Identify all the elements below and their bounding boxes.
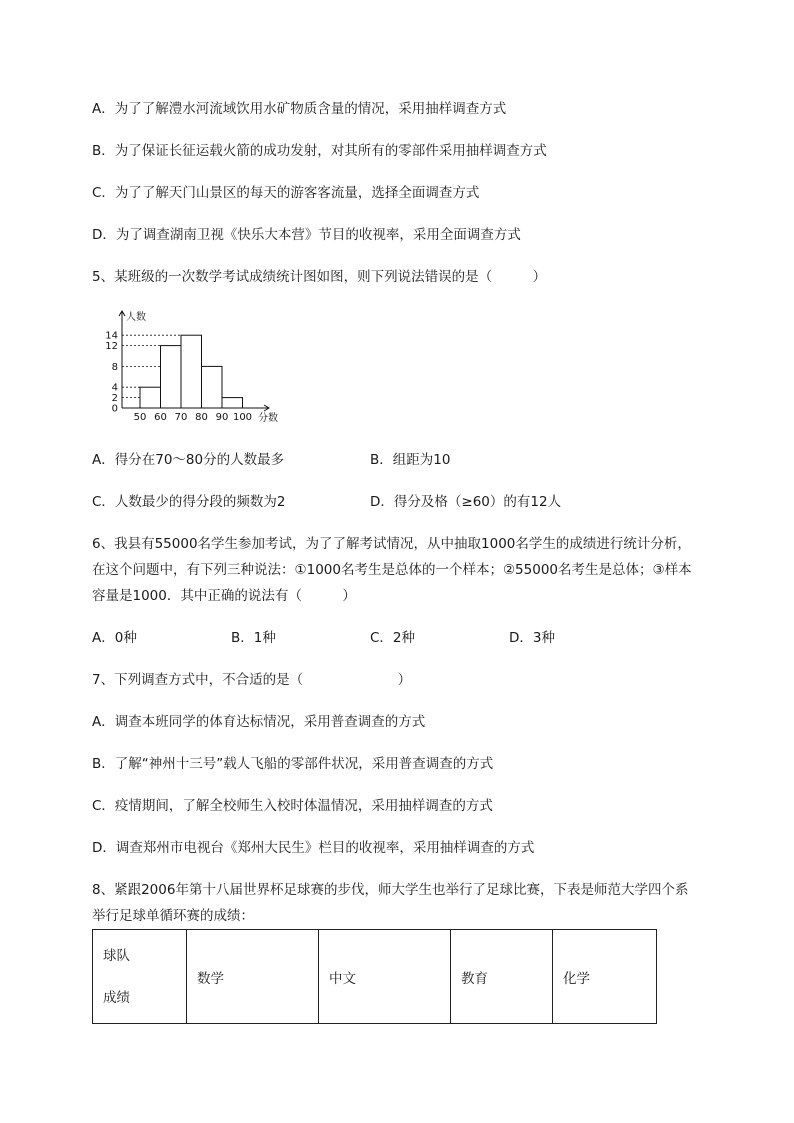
q6-stem-line2: 在这个问题中，有下列三种说法：①1000名考生是总体的一个样本；②55000名考生是总体；③样本 [92,562,692,578]
q6-option-b: B．1种 [231,630,276,646]
q7-option-d: D．调查郑州市电视台《郑州大民生》栏目的收视率，采用抽样调查的方式 [92,840,535,856]
q4-option-c: C．为了了解天门山景区的每天的游客客流量，选择全面调查方式 [92,185,480,201]
y-tick-label: 0 [111,403,118,415]
q8-stem-line1: 8、紧跟2006年第十八届世界杯足球赛的步伐，师大学生也举行了足球比赛，下表是师范大学四个系 [92,882,689,898]
histogram-bar [222,398,243,408]
x-tick-label: 70 [174,412,188,423]
x-tick-label: 100 [232,412,253,423]
q4-option-a: A．为了了解澧水河流域饮用水矿物质含量的情况，采用抽样调查方式 [92,101,507,117]
x-tick-label: 90 [215,412,229,423]
corner-bottom-label: 成绩 [103,989,130,1006]
q6-option-c: C．2种 [370,630,416,646]
table-corner-cell [93,930,187,1024]
y-axis-title: 人数 [126,312,146,323]
y-tick-label: 8 [111,361,118,373]
q7-option-b: B．了解“神州十三号”载人飞船的零部件状况，采用普查调查的方式 [92,756,494,772]
corner-top-label: 球队 [103,947,130,964]
q4-option-d: D．为了调查湖南卫视《快乐大本营》节目的收视率，采用全面调查方式 [92,227,521,243]
q5-option-d: D．得分及格（≥60）的有12人 [370,494,562,510]
histogram-bar [181,335,202,408]
y-tick-label: 14 [105,330,118,342]
q5-option-c: C．人数最少的得分段的频数为2 [92,494,286,510]
q7-option-c: C．疫情期间，了解全校师生入校时体温情况，采用抽样调查的方式 [92,798,493,814]
y-tick-label: 4 [111,382,118,394]
x-axis-title: 分数 [258,413,278,424]
q6-option-a: A．0种 [92,630,137,646]
x-tick-label: 60 [154,412,167,423]
y-tick-label: 12 [105,341,118,353]
histogram-bar [161,346,182,408]
y-tick-label: 2 [111,393,118,405]
results-table [92,929,657,1024]
q5-option-b: B．组距为10 [370,452,451,468]
histogram-bar [202,366,223,408]
x-tick-label: 80 [195,412,208,423]
q5-stem: 5、某班级的一次数学考试成绩统计图如图，则下列说法错误的是（ ） [92,269,547,285]
q7-option-a: A．调查本班同学的体育达标情况，采用普查调查的方式 [92,714,426,730]
table-header-education: 教育 [451,930,553,1024]
table-header-chinese: 中文 [319,930,451,1024]
score-histogram [92,308,292,428]
q4-option-b: B．为了保证长征运载火箭的成功发射，对其所有的零部件采用抽样调查方式 [92,143,547,159]
q6-stem-line1: 6、我县有55000名学生参加考试，为了了解考试情况，从中抽取1000名学生的成绩进行统计分析， [92,536,691,552]
q7-stem: 7、下列调查方式中，不合适的是（ ） [92,672,412,688]
table-header-chemistry: 化学 [553,930,657,1024]
table-header-math: 数学 [187,930,319,1024]
histogram-bar [140,387,161,408]
q6-option-d: D．3种 [509,630,555,646]
q5-option-a: A．得分在70～80分的人数最多 [92,452,285,468]
q6-stem-line3: 容量是1000．其中正确的说法有（ ） [92,588,356,604]
q8-stem-line2: 举行足球单循环赛的成绩： [92,908,254,924]
x-tick-label: 50 [133,412,147,423]
